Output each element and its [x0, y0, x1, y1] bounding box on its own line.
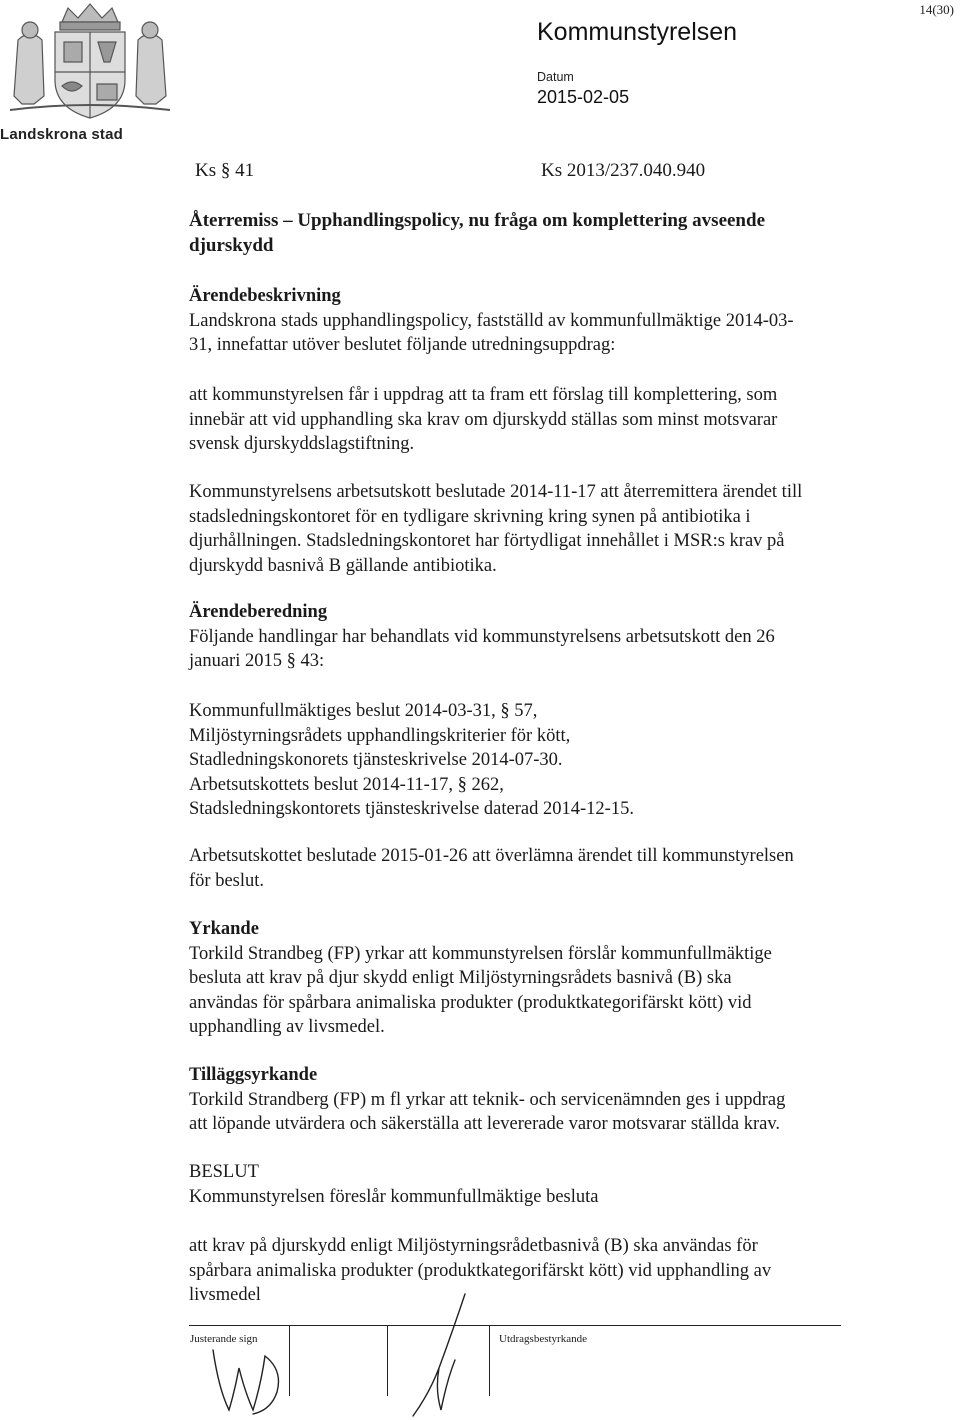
- utdragsbestyrkande-label: Utdragsbestyrkande: [499, 1333, 587, 1345]
- body-line: upphandling av livsmedel.: [189, 1017, 385, 1037]
- arbetsutskott-paragraph: [189, 480, 919, 578]
- body-line: Kommunstyrelsen föreslår kommunfullmäktige besluta: [189, 1186, 599, 1207]
- body-line: Torkild Strandbeg (FP) yrkar att kommunstyrelsen förslår kommunfullmäktige: [189, 943, 772, 964]
- list-item: Arbetsutskottets beslut 2014-11-17, § 262,: [189, 774, 504, 795]
- justerande-sign-label: Justerande sign: [190, 1333, 258, 1345]
- title-line: djurskydd: [189, 235, 274, 256]
- date-value: 2015-02-05: [537, 87, 630, 107]
- body-line: Arbetsutskottet beslutade 2015-01-26 att överlämna ärendet till kommunstyrelsen: [189, 846, 794, 866]
- section-heading: Tilläggsyrkande: [189, 1065, 318, 1085]
- handlingar-list: [189, 699, 919, 822]
- body-line: Torkild Strandberg (FP) m fl yrkar att teknik- och servicenämnden ges i uppdrag: [189, 1089, 786, 1110]
- signature-divider: [489, 1326, 490, 1396]
- body-line: Kommunstyrelsens arbetsutskott beslutade 2014-11-17 att återremittera ärendet till: [189, 482, 803, 502]
- body-line: besluta att krav på djur skydd enligt Miljöstyrningsrådets basnivå (B) ska: [189, 968, 732, 988]
- body-line: innebär att vid upphandling ska krav om djurskydd ställas som minst motsvarar: [189, 409, 778, 430]
- body-line: att kommunstyrelsen får i uppdrag att ta fram ett förslag till komplettering, som: [189, 385, 778, 405]
- body-line: djurhållningen. Stadsledningskontoret har förtydligat innehållet i MSR:s krav på: [189, 531, 785, 551]
- body-line: januari 2015 § 43:: [189, 651, 325, 671]
- section-heading: BESLUT: [189, 1162, 259, 1182]
- body-line: spårbara animaliska produkter (produktkategorifärskt kött) vid upphandling av: [189, 1260, 772, 1281]
- body-line: stadsledningskontoret för en tydligare skrivning kring synen på antibiotika i: [189, 506, 751, 527]
- body-line: att krav på djurskydd enligt Miljöstyrningsrådetbasnivå (B) ska användas för: [189, 1236, 758, 1256]
- list-item: Stadledningskonorets tjänsteskrivelse 2014-07-30.: [189, 750, 563, 770]
- signature-divider: [387, 1326, 388, 1396]
- beslut-att-paragraph: [189, 1234, 919, 1308]
- logo-caption: Landskrona stad: [0, 126, 124, 143]
- date-label: Datum: [537, 70, 574, 84]
- body-line: användas för spårbara animaliska produkter (produktkategorifärskt kött) vid: [189, 992, 752, 1013]
- page-number: 14(30): [919, 2, 954, 17]
- coat-of-arms-logo: [0, 0, 180, 125]
- body-line: livsmedel: [189, 1285, 261, 1305]
- section-yrkande: [189, 917, 919, 1040]
- body-line: Följande handlingar har behandlats vid kommunstyrelsens arbetsutskott den 26: [189, 626, 775, 647]
- signature-rule: [189, 1325, 841, 1326]
- body-line: för beslut.: [189, 870, 265, 891]
- title-line: Återremiss – Upphandlingspolicy, nu fråga om komplettering avseende: [189, 210, 766, 231]
- uppdrag-paragraph: [189, 383, 919, 457]
- section-heading: Yrkande: [189, 919, 259, 939]
- section-beslut: [189, 1160, 919, 1209]
- section-heading: Ärendebeskrivning: [189, 286, 341, 306]
- body-line: 31, innefattar utöver beslutet följande utredningsuppdrag:: [189, 335, 616, 355]
- case-reference: Ks 2013/237.040.940: [541, 160, 706, 181]
- list-item: Kommunfullmäktiges beslut 2014-03-31, § 57,: [189, 701, 538, 721]
- overlamning-paragraph: [189, 844, 919, 893]
- section-heading: Ärendeberedning: [189, 602, 328, 622]
- document-title: [189, 208, 919, 258]
- handwritten-signature: [395, 1290, 485, 1420]
- list-item: Miljöstyrningsrådets upphandlingskriterier för kött,: [189, 725, 571, 746]
- list-item: Stadsledningskontorets tjänsteskrivelse daterad 2014-12-15.: [189, 799, 634, 819]
- handwritten-initials: [205, 1340, 295, 1420]
- body-line: svensk djurskyddslagstiftning.: [189, 434, 415, 454]
- section-tillaggsyrkande: [189, 1063, 919, 1137]
- body-line: Landskrona stads upphandlingspolicy, fastställd av kommunfullmäktige 2014-03-: [189, 310, 794, 331]
- section-arendebeskrivning: [189, 284, 919, 358]
- section-arendeberedning: [189, 600, 919, 674]
- body-line: djurskydd basnivå B gällande antibiotika.: [189, 555, 497, 576]
- org-name: Kommunstyrelsen: [537, 18, 738, 46]
- body-line: att löpande utvärdera och säkerställa att levererade varor motsvarar ställda krav.: [189, 1114, 781, 1134]
- case-paragraph: Ks § 41: [195, 160, 255, 181]
